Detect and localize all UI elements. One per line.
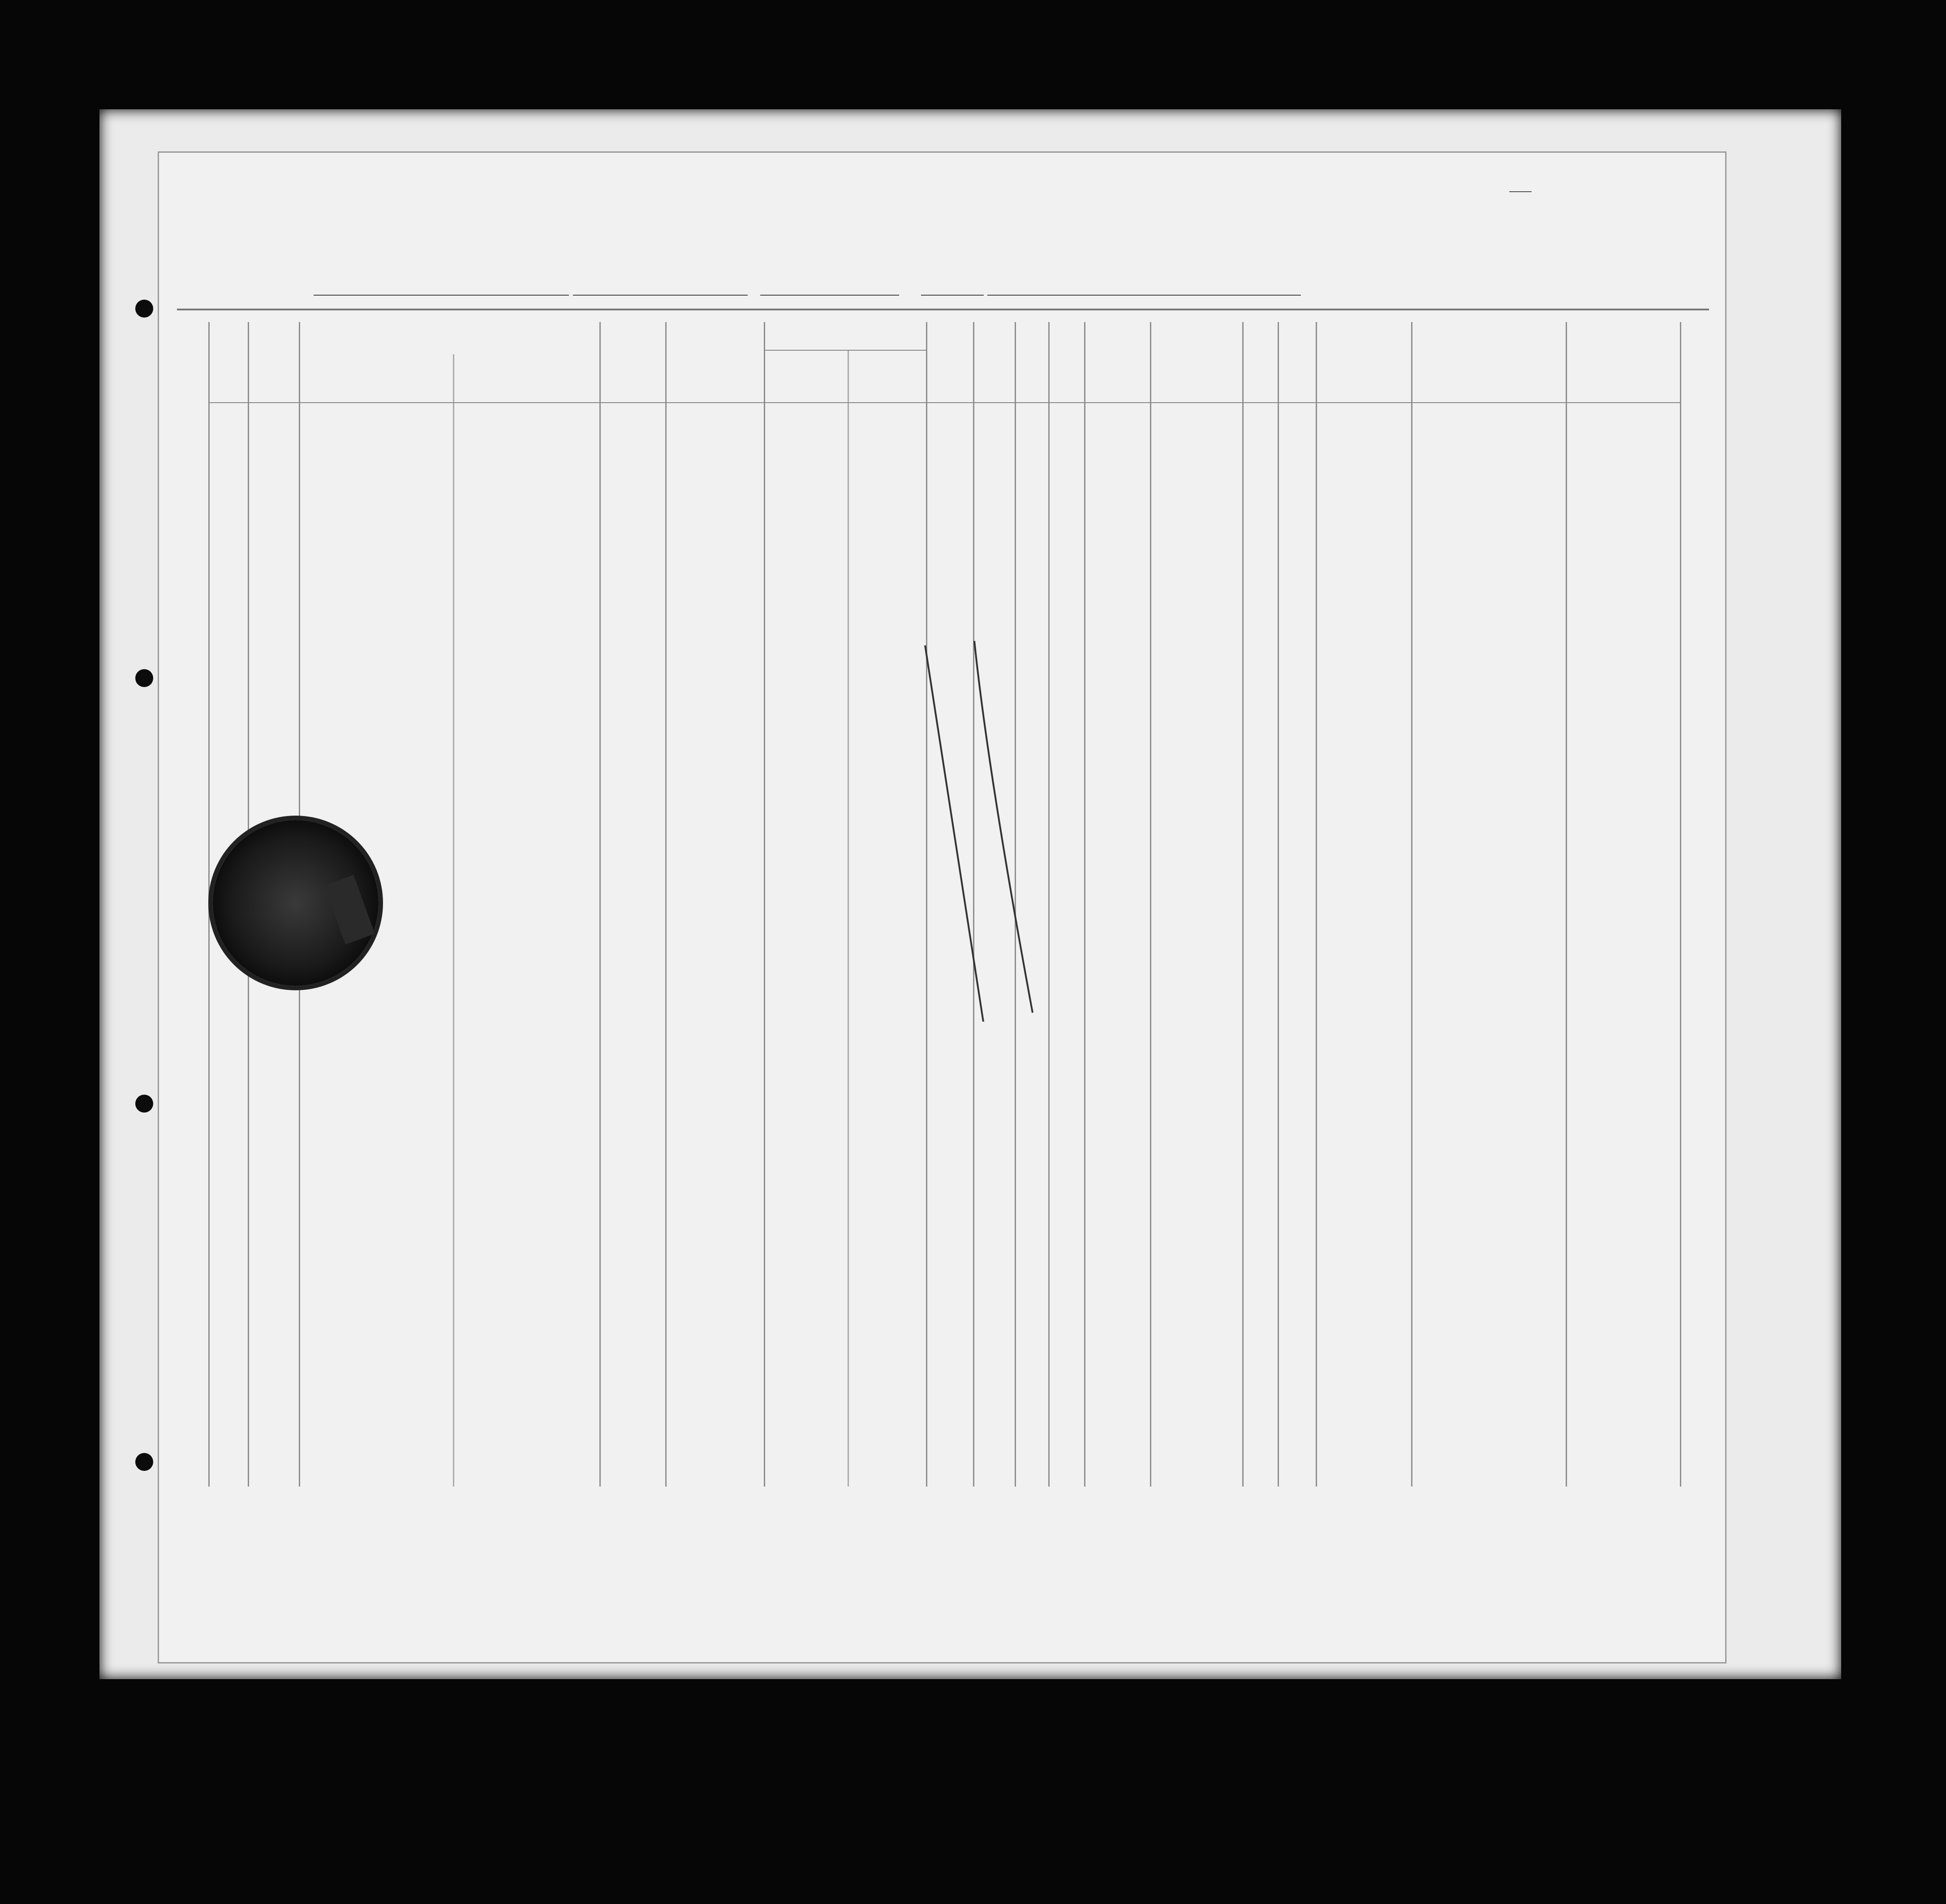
punch-hole <box>135 669 153 687</box>
col13-header <box>1242 322 1278 346</box>
col-line <box>764 322 765 1487</box>
col14-header <box>1278 322 1316 346</box>
col-line <box>1084 322 1085 1487</box>
col2-header <box>248 322 299 324</box>
consulate-stamp-1 <box>298 636 701 959</box>
col12-header <box>1150 322 1242 346</box>
pen-strokes <box>921 636 1037 1022</box>
col6-header <box>764 322 926 332</box>
header-rule <box>177 309 1709 310</box>
col8-header <box>973 322 1015 335</box>
col-line <box>1048 322 1050 1487</box>
sheet-value <box>1509 174 1532 192</box>
punch-hole <box>135 1453 153 1471</box>
col-line <box>848 350 849 1487</box>
col-line <box>1316 322 1317 1487</box>
col15-header <box>1316 322 1411 335</box>
col11-header <box>1084 322 1150 346</box>
arriving-port <box>573 295 748 296</box>
pen-stroke <box>925 645 983 1022</box>
arriving-date <box>760 295 899 296</box>
col1-header <box>208 322 248 331</box>
col17-header <box>1566 322 1680 332</box>
from-port <box>987 295 1301 296</box>
col9-header <box>1015 322 1048 346</box>
header-bottom-rule <box>208 402 1680 403</box>
col6-rule <box>764 350 926 351</box>
sheet-number <box>1503 174 1532 191</box>
punch-hole <box>135 300 153 318</box>
vessel-name <box>314 295 569 296</box>
col5-header <box>665 322 764 340</box>
col7-header <box>926 322 973 324</box>
col3-header <box>299 322 599 335</box>
pen-stroke <box>974 641 1033 1013</box>
col4-header <box>599 322 665 331</box>
col-line <box>1242 322 1244 1487</box>
col-line <box>1150 322 1151 1487</box>
manifest-form <box>158 151 1726 1663</box>
punch-hole <box>135 1095 153 1113</box>
col-line <box>1278 322 1279 1487</box>
col-line <box>208 322 210 1487</box>
col10-header <box>1048 322 1084 346</box>
col16-header <box>1411 322 1566 327</box>
col-line <box>1680 322 1681 1487</box>
vessel-line <box>314 283 1301 300</box>
col-line <box>1411 322 1412 1487</box>
arriving-year <box>921 295 984 296</box>
col-line <box>1566 322 1567 1487</box>
